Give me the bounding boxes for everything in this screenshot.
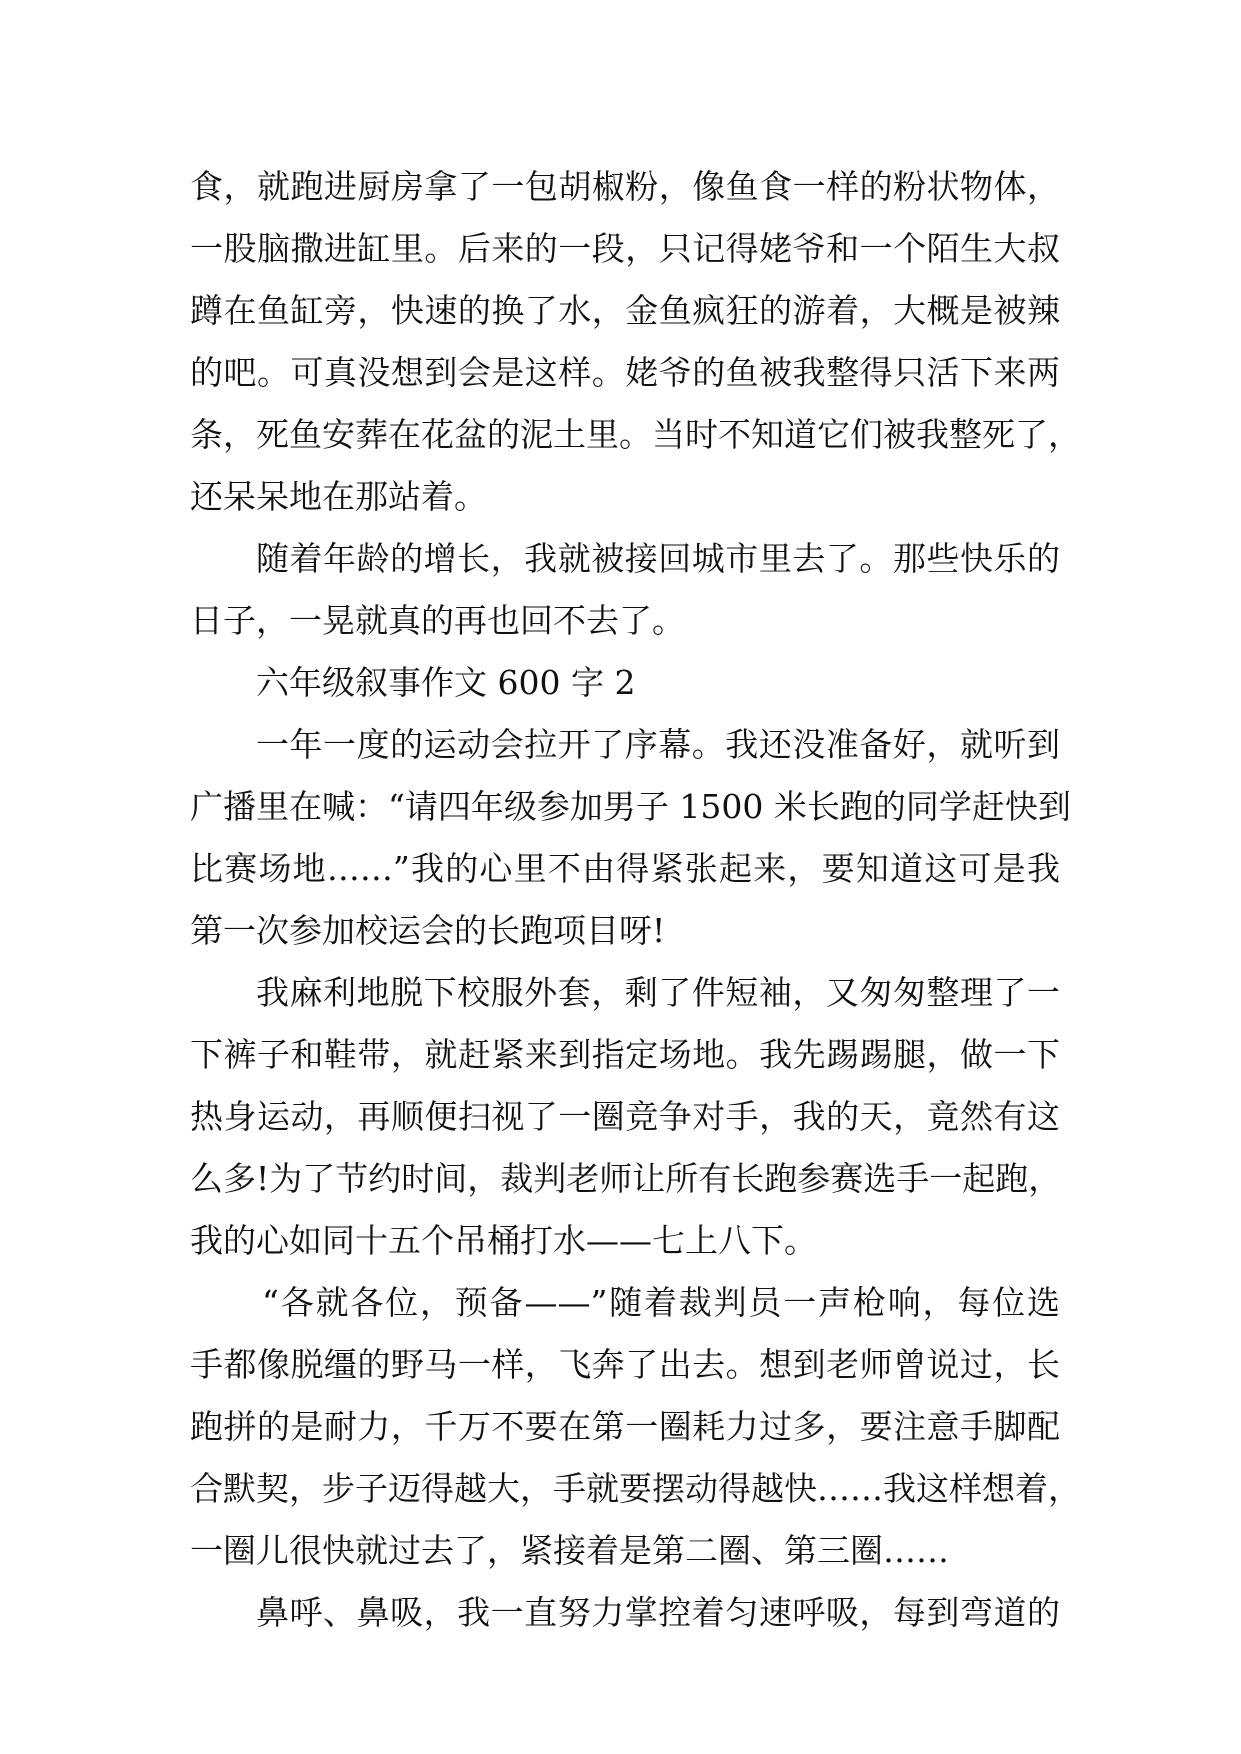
text-line: 下裤子和鞋带，就赶紧来到指定场地。我先踢踢腿，做一下 <box>190 1035 1060 1074</box>
text-line: 还呆呆地在那站着。 <box>190 477 487 516</box>
section-heading: 六年级叙事作文 600 字 2 <box>256 663 636 702</box>
text-line: 的吧。可真没想到会是这样。姥爷的鱼被我整得只活下来两 <box>190 353 1060 392</box>
text-line: 日子，一晃就真的再也回不去了。 <box>190 601 685 640</box>
paragraph-start-line: “各就各位，预备——”随着裁判员一声枪响，每位选 <box>262 1283 1060 1322</box>
text-line: 热身运动，再顺便扫视了一圈竞争对手，我的天，竟然有这 <box>190 1097 1060 1136</box>
text-line: 广播里在喊：“请四年级参加男子 1500 米长跑的同学赶快到 <box>190 787 1071 826</box>
text-line: 一圈儿很快就过去了，紧接着是第二圈、第三圈…… <box>190 1531 949 1570</box>
text-line: 一股脑撒进缸里。后来的一段，只记得姥爷和一个陌生大叔 <box>190 229 1060 268</box>
text-line: 条，死鱼安葬在花盆的泥土里。当时不知道它们被我整死了， <box>190 415 1081 454</box>
text-line: 蹲在鱼缸旁，快速的换了水，金鱼疯狂的游着，大概是被辣 <box>190 291 1060 330</box>
text-line: 第一次参加校运会的长跑项目呀! <box>190 911 666 950</box>
paragraph-start-line: 一年一度的运动会拉开了序幕。我还没准备好，就听到 <box>256 725 1060 764</box>
text-line: 手都像脱缰的野马一样，飞奔了出去。想到老师曾说过，长 <box>190 1345 1060 1384</box>
text-line: 合默契，步子迈得越大，手就要摆动得越快……我这样想着， <box>190 1469 1081 1508</box>
paragraph-start-line: 随着年龄的增长，我就被接回城市里去了。那些快乐的 <box>256 539 1060 578</box>
text-line: 比赛场地……”我的心里不由得紧张起来，要知道这可是我 <box>190 849 1060 888</box>
text-line: 食，就跑进厨房拿了一包胡椒粉，像鱼食一样的粉状物体， <box>190 167 1060 206</box>
article-body <box>190 156 1081 1644</box>
text-line: 么多!为了节约时间，裁判老师让所有长跑参赛选手一起跑， <box>190 1159 1062 1198</box>
paragraph-start-line: 我麻利地脱下校服外套，剩了件短袖，又匆匆整理了一 <box>256 973 1060 1012</box>
paragraph-start-line: 鼻呼、鼻吸，我一直努力掌控着匀速呼吸，每到弯道的 <box>256 1593 1060 1632</box>
text-line: 跑拼的是耐力，千万不要在第一圈耗力过多，要注意手脚配 <box>190 1407 1060 1446</box>
text-line: 我的心如同十五个吊桶打水——七上八下。 <box>190 1221 817 1260</box>
